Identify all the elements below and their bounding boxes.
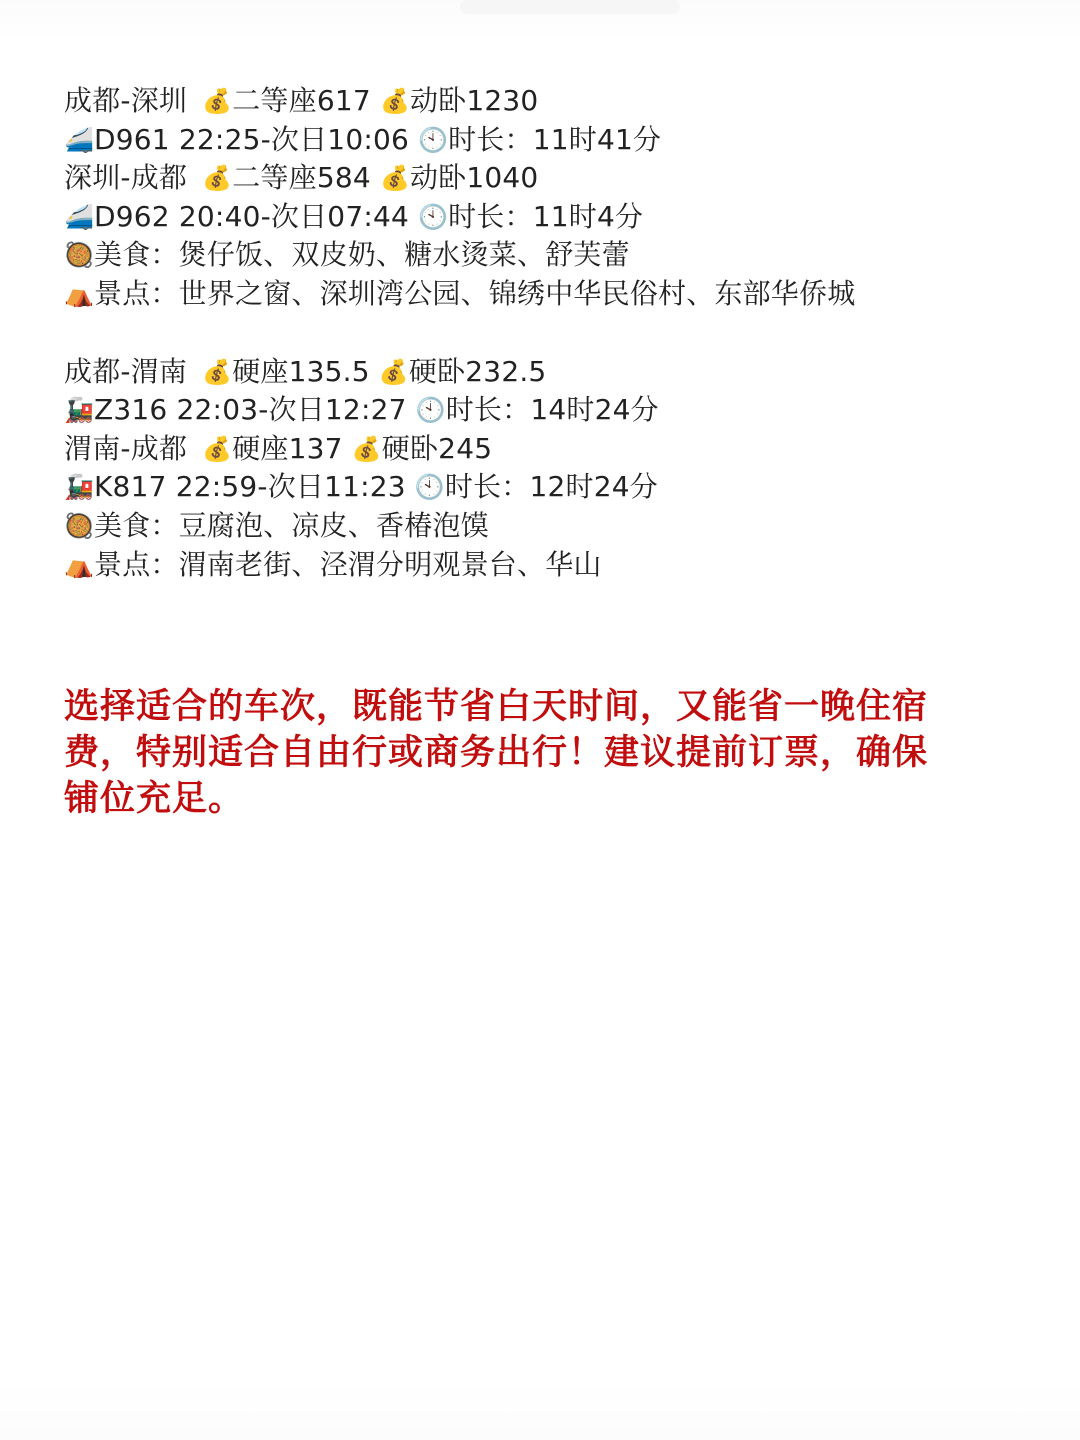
train-duration: 时长：11时41分 [448,122,662,156]
money-bag-icon: 💰 [202,434,233,463]
clock-icon: 🕙 [415,396,446,425]
money-bag-icon: 💰 [351,434,382,463]
food-pan-icon: 🥘 [64,511,95,540]
route-name: 成都-渭南 [64,354,188,388]
train-line-return [64,198,1024,237]
food-text: 美食：豆腐泡、凉皮、香椿泡馍 [94,508,489,542]
clock-icon: 🕙 [414,473,445,502]
route-line-return [64,430,1024,469]
price-second-class: 二等座617 [232,84,371,117]
train-line-outbound [64,391,1024,430]
sights-line [64,546,1024,585]
tip-paragraph: 选择适合的车次，既能节省白天时间，又能省一晚住宿费，特别适合自由行或商务出行！建议提前订票，确保铺位充足。 [64,687,929,819]
route-line-outbound [64,82,1024,121]
train-duration: 时长：12时24分 [444,470,658,504]
route-name: 深圳-成都 [64,161,188,195]
money-bag-icon: 💰 [202,357,233,386]
train-schedule: D962 20:40-次日07:44 [94,199,409,233]
top-faded-strip [460,0,680,14]
price-second-class: 二等座584 [232,161,371,195]
money-bag-icon: 💰 [378,357,409,386]
content [64,82,1024,623]
train-schedule: K817 22:59-次日11:23 [94,470,406,504]
train-line-return [64,468,1024,507]
price-hard-sleeper: 硬卧245 [381,431,493,465]
food-line [64,507,1024,546]
bullet-train-icon: 🚄 [64,125,95,154]
train-schedule: Z316 22:03-次日12:27 [94,393,407,427]
clock-icon: 🕙 [418,125,449,154]
route-line-return [64,159,1024,198]
money-bag-icon: 💰 [379,164,411,193]
train-duration: 时长：11时4分 [448,199,644,233]
food-text: 美食：煲仔饭、双皮奶、糖水烫菜、舒芙蕾 [94,238,630,272]
food-line [64,236,1024,275]
tent-icon: ⛺ [64,279,95,308]
clock-icon: 🕙 [418,202,449,231]
price-hard-seat: 硬座135.5 [232,354,370,388]
food-pan-icon: 🥘 [64,241,95,270]
steam-locomotive-icon: 🚂 [64,473,95,502]
price-sleeper: 动卧1040 [409,161,539,195]
price-hard-sleeper: 硬卧232.5 [408,354,547,388]
tent-icon: ⛺ [64,550,95,579]
bullet-train-icon: 🚄 [64,202,95,231]
sights-line [64,275,1024,314]
train-line-outbound [64,121,1024,160]
sights-text: 景点：渭南老街、泾渭分明观景台、华山 [94,547,602,581]
money-bag-icon: 💰 [379,87,411,115]
money-bag-icon: 💰 [202,87,233,115]
route-section-shenzhen [64,82,1024,314]
route-section-weinan [64,353,1024,585]
steam-locomotive-icon: 🚂 [64,396,95,425]
sights-text: 景点：世界之窗、深圳湾公园、锦绣中华民俗村、东部华侨城 [94,276,856,310]
route-name: 成都-深圳 [64,84,188,117]
route-name: 渭南-成都 [64,431,188,465]
money-bag-icon: 💰 [202,164,233,193]
route-line-outbound [64,353,1024,392]
price-hard-seat: 硬座137 [232,431,343,465]
price-sleeper: 动卧1230 [409,84,539,117]
train-duration: 时长：14时24分 [445,393,659,427]
train-schedule: D961 22:25-次日10:06 [94,122,409,156]
